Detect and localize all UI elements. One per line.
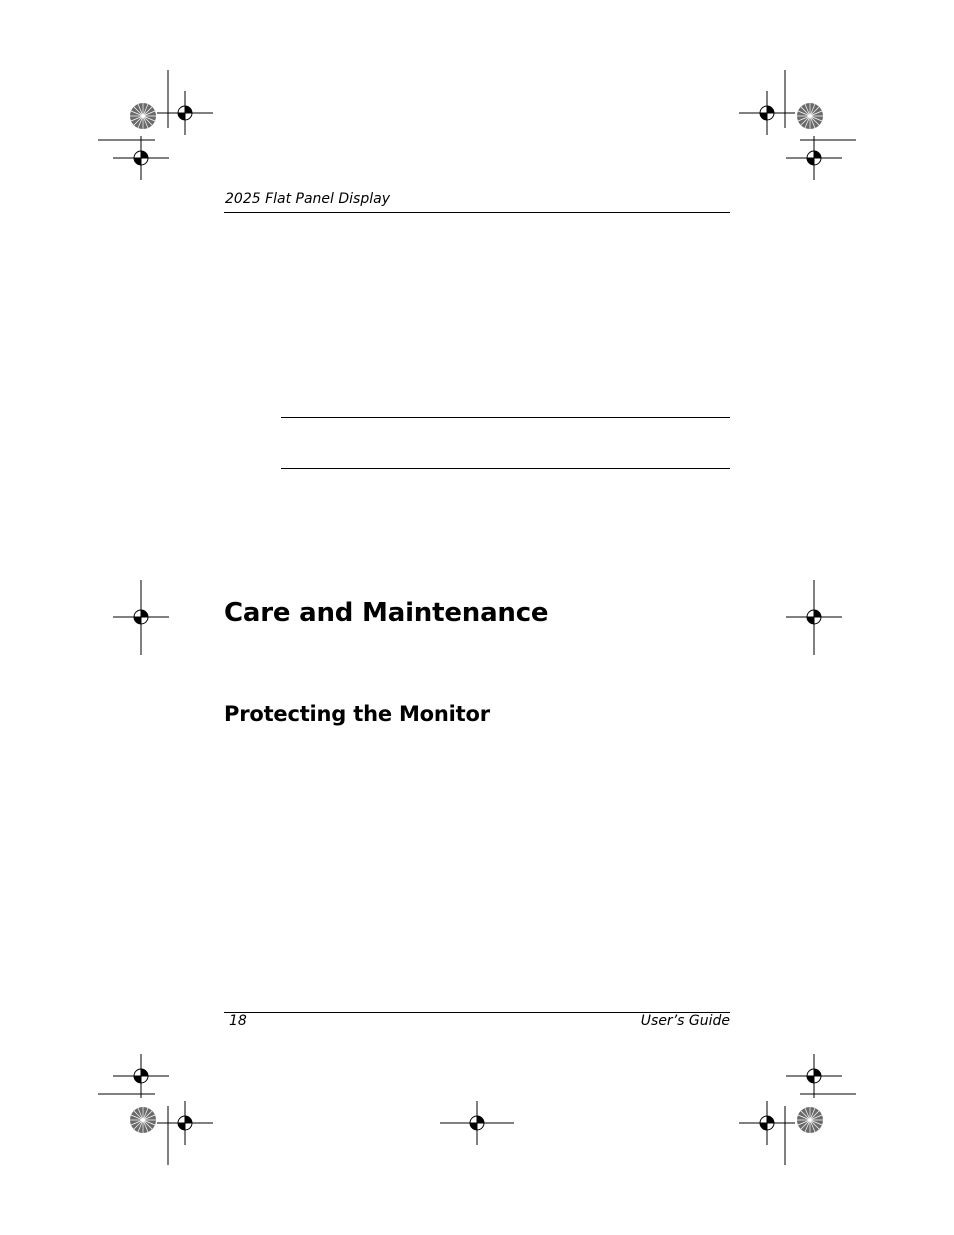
page-number: 18: [229, 1013, 247, 1029]
footer-guide-name: User’s Guide: [640, 1013, 730, 1029]
divider-rule: [281, 468, 730, 469]
star-target-icon: [130, 103, 156, 129]
registration-mark-icon: [157, 91, 213, 135]
registration-mark-icon: [786, 1054, 842, 1098]
header-rule: [224, 212, 730, 213]
registration-mark-icon: [739, 91, 795, 135]
registration-mark-icon: [739, 1101, 795, 1145]
registration-mark-icon: [786, 136, 842, 180]
chapter-title: Care and Maintenance: [224, 598, 549, 628]
star-target-icon: [797, 103, 823, 129]
registration-mark-icon: [113, 136, 169, 180]
registration-mark-icon: [113, 1054, 169, 1098]
section-title: Protecting the Monitor: [224, 702, 490, 726]
star-target-icon: [130, 1107, 156, 1133]
registration-mark-icon: [157, 1101, 213, 1145]
running-header: 2025 Flat Panel Display: [225, 191, 390, 207]
star-target-icon: [797, 1107, 823, 1133]
divider-rule: [281, 417, 730, 418]
